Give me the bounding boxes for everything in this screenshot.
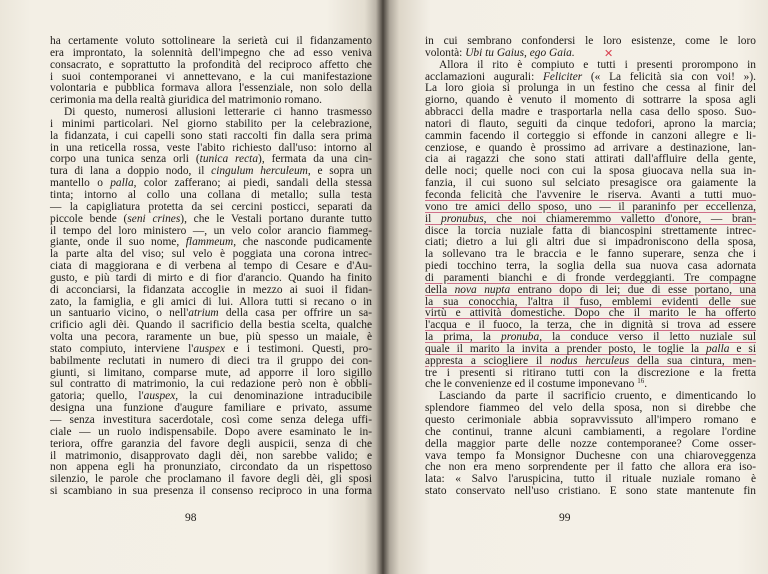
text-segment: ), che le Vestali portano durante tutto [180,212,372,225]
text-segment: di paramenti bianchi e di fronde verdeggianti. Tre compagne [425,271,756,284]
text-segment: — la capigliatura protetta da sei cercini posticci, separati da [50,200,372,213]
italic-text: nodus herculeus [550,354,630,367]
text-segment: il matrimonio, disapprovato dagli dèi, non sarebbe valido; e [50,449,372,462]
red-x-mark-icon: ✕ [604,47,614,60]
right-page-text [425,36,756,498]
text-segment: la fidanzata, i cui capelli sono stati raccolti fin dalla sera prima [50,129,372,142]
left-page-text [50,36,372,498]
text-segment: stato compiuto, interviene l' [50,342,194,355]
text-segment: la parte alta del viso; sul velo è poggiata una corona intrec- [50,248,372,261]
text-segment: della maggior parte delle nozze contemporanee? Come osser- [425,437,756,450]
text-segment: la sollevano tra le braccia e le fanno superare, senza che i [425,248,756,261]
text-segment: sul contratto di matrimonio, la cui redazione però non è obbli- [50,378,372,391]
italic-text: nova nupta [454,283,511,296]
text-segment: che non era meno sorprendente per il fatto che allora era iso- [425,461,756,474]
text-segment: ciati; dietro a lui gli altri due si impadroniscono della sposa, [425,236,756,249]
text-segment: — senza investitura sacerdotale, così come senza delega uffi- [50,414,372,426]
text-segment: di acconciarsi, la fidanzata accoglie in mezzo ai suoi il fidan- [50,283,372,296]
text-segment: giorno, quando è venuto il momento di sottrarre la sposa agli [425,94,756,107]
text-segment: i minimi particolari. Nel giorno stabilito per la celebrazione, [50,117,372,130]
text-line [425,486,756,498]
text-segment: delle noci; quelle noci con cui la sposa giuocava nella sua in- [425,165,756,178]
text-segment: volontà: [425,46,466,59]
text-segment: ciata di maggiorana e di verbena al tempo di Cesare e d'Au- [50,260,372,273]
text-segment: , color zafferano; ai piedi, sandali della stessa [133,177,372,190]
text-segment: fanzia, il cui suono sul selciato presagisce ora gaiamente la [425,177,756,190]
text-segment: stato conservato nell'uso cristiano. E sono state mantenute fin [425,485,756,498]
text-segment: e i testimoni. Questi, pro- [224,342,372,355]
book-gutter [376,0,390,574]
text-segment: che continui, tranne alcuni cambiamenti, a regolare l'ordine [425,425,756,438]
text-segment: e si [729,342,756,355]
text-segment: cerimonia ma della realtà giuridica del matrimonio romano. [50,94,323,107]
text-segment: questo cerimoniale abbia sopravvissuto all'impero romano e [425,414,756,426]
text-segment: si scambiano in sua presenza il consenso reciproco in una forma [50,485,372,498]
text-segment: la sua conocchia, l'altra il fuso, emblemi evidenti delle sue [425,295,756,308]
text-segment: abbracci della madre e trasportarla nella casa dello sposo. Suo- [425,106,756,119]
text-segment: quale il marito la invita a prender posto, le toglie la [425,342,707,355]
text-segment: cia ai ragazzi che sono stati attirati dall'affluire della gente, [425,153,756,166]
text-segment: teriora, offre garanzia del favore degli auspicii, senza di che [50,437,372,450]
text-segment: cenziose, e quando è prossimo ad arrivare a destinazione, lan- [425,141,756,154]
text-segment: , e sopra un [307,165,372,178]
text-segment: babilmente reclutati in numero di dieci tra il gruppo dei con- [50,354,372,367]
text-segment: virtù e attività domestiche. Dopo che il marito le ha offerto [425,307,756,320]
italic-text: palla [110,177,134,190]
text-segment: tura di lana a doppio nodo, il [50,165,212,178]
text-segment: volontaria e pubblica formava allora l'essenziale, non solo della [50,82,372,95]
italic-text: pronuba [501,331,540,344]
text-segment: in cui sembrano confondersi le loro esistenze, come le loro [425,35,756,47]
text-segment: della sua cintura, men- [629,354,756,367]
text-segment: , la cui denominazione intraducibile [175,390,372,403]
italic-text: auspex [193,342,225,355]
footnote-ref: 16 [637,377,645,386]
text-segment: tinta; intorno al collo una collana di metallo; sulla testa [50,188,372,201]
text-segment: non appena egli ha pronunziato, circondato da un rispettoso [50,461,372,474]
text-segment: designa una funzione d'augure familiare e privato, assume [50,402,372,415]
text-segment: gusto, e più tardi di mirto e di fior d'arancio. Quando ha finito [50,271,372,284]
text-segment: il tempo del loro ministero —, un velo color arancio fiammeg- [50,224,372,237]
italic-text: Ubi tu Gaius, ego Gaia. [465,46,575,59]
text-segment: ), fermata da una cin- [258,153,373,166]
text-segment: della casa per offrire un sa- [218,307,372,320]
text-segment: entrano dopo di lei; due di esse portano, una [510,283,757,296]
text-segment: Allora il rito è compiuto e tutti i presenti prorompono in [439,58,756,71]
page-number-right: 99 [559,512,571,524]
text-segment: silenzio, le parole che proclamano il favore degli dèi, gli sposi [50,473,372,486]
italic-text: Feliciter [542,70,583,83]
text-segment: (« La felicità sia con voi! »). [582,70,756,83]
text-segment: mantello o [50,177,111,190]
text-segment: . [644,378,648,391]
text-segment: feconda felicità che l'avvenire le riserva. Avanti a tutti muo- [425,188,756,201]
text-segment: appresta a sciogliere il [425,354,551,367]
text-segment: La loro gioia si prolunga in un festino che cessa al finir del [425,82,756,95]
italic-text: auspex [143,390,176,403]
text-segment: zato, la famiglia, e gli amici di lui. Allora tutti si recano o in [50,295,372,308]
text-segment: un santuario vicino, o nell' [50,307,189,320]
text-segment: crificio agli dèi. Quando il sacrificio della bestia scelta, qualche [50,319,372,332]
text-segment: giante, onde il suo nome, [50,236,186,249]
text-segment: in una reticella rossa, veste l'abito richiesto dall'uso: intorno al [50,141,372,154]
text-segment: vava tempo fa Monsignor Duchesne con una chiaroveggenza [425,449,756,462]
italic-text: cingulum herculeum [211,165,308,178]
text-segment: la prima, la [425,331,502,344]
text-segment: piccole bende ( [50,212,128,225]
text-segment: cammin facendo il corteggio si effonde in canzoni allegre e li- [425,129,756,142]
text-segment: ha certamente voluto sottolineare la serietà cui il fidanzamento [50,35,372,47]
page-number-left: 98 [185,512,197,524]
text-segment: consacrato, e soprattutto la profondità del reciproco affetto che [50,58,372,71]
text-segment: l'acqua e il fuoco, la terza, che in dignità si trova ad essere [425,319,756,332]
italic-text: flammeum [185,236,234,249]
text-segment: , che noi chiameremmo valletto d'onore, — bran- [483,212,756,225]
text-segment: Di questo, numerosi allusioni letterarie ci hanno trasmesso [64,106,372,119]
italic-text: palla [706,342,730,355]
text-segment: , che nasconde pudicamente [233,236,372,249]
italic-text: tunica recta [199,153,259,166]
text-segment: , la conduce verso il letto nuziale sul [539,331,756,344]
text-segment: gatoria; quello, l' [50,390,144,403]
text-line [50,486,372,498]
italic-text: pronubus [441,212,484,225]
text-segment: vono tre amici dello sposo, uno — il paraninfo per eccellenza, [425,200,756,213]
text-segment: i suoi contemporanei vi annettevano, e la cui manifestazione [50,70,372,83]
text-segment: giunti, si limitano, comparse mute, ad apporre il loro sigillo [50,366,372,379]
text-segment: volta una pecora, raramente un bue, più spesso un maiale, è [50,331,372,344]
text-segment: della [425,283,455,296]
text-segment: natori di flauto, seguiti da cinque tedofori, aprono la marcia; [425,117,756,130]
text-segment: disce la torcia nuziale fatta di biancospini strettamente intrec- [425,224,756,237]
text-segment: splendore fiammeo del velo della sposa, non si direbbe che [425,402,756,415]
text-segment: era improntato, la solennità dell'impegno che ad esso veniva [50,46,372,59]
text-segment: acclamazioni augurali: [425,70,543,83]
text-segment: che le convenienze ed il costume imponevano [425,378,638,391]
text-segment: piedi tocchino terra, la soglia della sua nuova casa adornata [425,260,756,273]
text-segment: Lasciando da parte il sacrificio cruento, e dimenticando lo [439,390,756,403]
text-segment: il [425,212,442,225]
text-segment: tre i presenti si ritirano tutti con la discrezione e la fretta [425,366,756,379]
italic-text: atrium [188,307,219,320]
text-segment: corpo una tunica senza orli ( [50,153,200,166]
italic-text: seni crines [127,212,181,225]
text-segment: lata: « Salvo l'aruspicina, tutto il rituale nuziale romano è [425,473,756,486]
text-segment: ciale — un ruolo indispensabile. Dopo avere esaminato le in- [50,425,372,438]
